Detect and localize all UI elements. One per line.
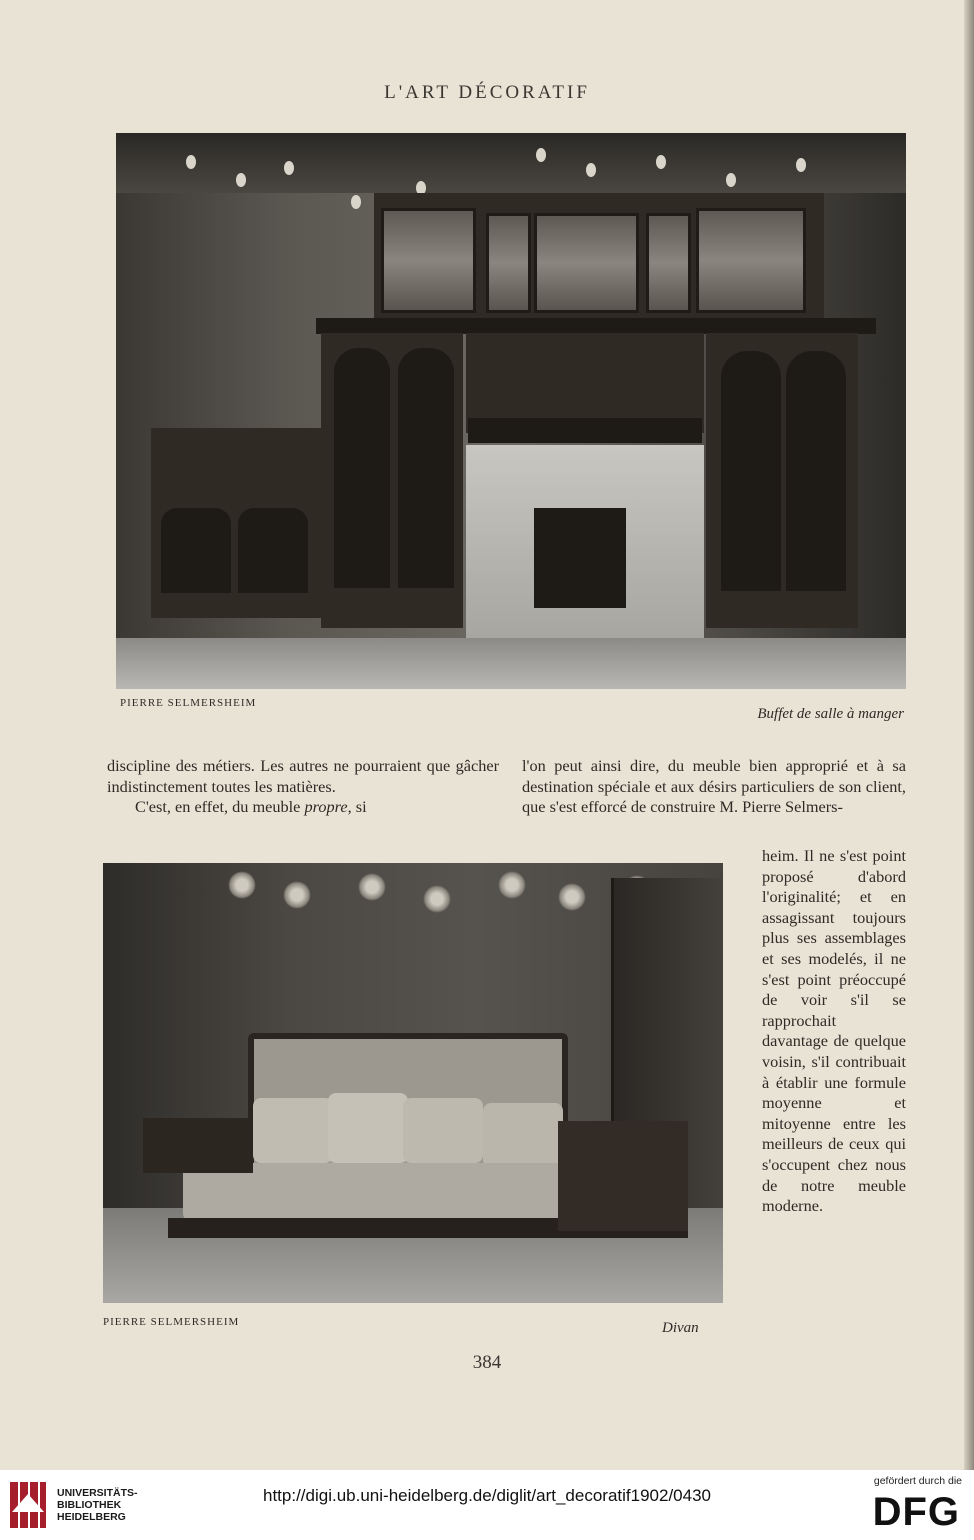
divan-photograph bbox=[103, 863, 723, 1303]
page-number: 384 bbox=[472, 1352, 502, 1373]
permalink-url[interactable]: http://digi.ub.uni-heidelberg.de/diglit/art_decoratif1902/0430 bbox=[263, 1486, 711, 1505]
figure-1-credit: PIERRE SELMERSHEIM bbox=[120, 697, 257, 709]
figure-1-caption: Buffet de salle à manger bbox=[757, 706, 904, 722]
paragraph: discipline des métiers. Les autres ne pourraient que gâcher indistinctement toutes les matières. bbox=[107, 756, 499, 796]
dfg-logo: DFG bbox=[872, 1490, 960, 1534]
text-column-narrow bbox=[762, 846, 906, 1217]
digital-library-footer bbox=[0, 1470, 974, 1540]
figure-2-credit: PIERRE SELMERSHEIM bbox=[103, 1316, 240, 1328]
paragraph: heim. Il ne s'est point proposé d'abord l'originalité; et en assagissant toujours plus ses assemblages et ses modelés, il ne s'est point préoccupé de voir s'il se rapprochait davantage de quelque voisin, s'il contribuait à établir une formule moyenne et mitoyenne entre les meilleurs de ceux qui s'occupent chez nous de notre meuble moderne. bbox=[762, 846, 906, 1216]
funded-by-label: gefördert durch die bbox=[873, 1475, 962, 1487]
text-column-right bbox=[522, 756, 906, 818]
library-name: UNIVERSITÄTS- BIBLIOTHEK HEIDELBERG bbox=[57, 1487, 138, 1523]
running-head: L'ART DÉCORATIF bbox=[384, 82, 590, 103]
figure-2-caption: Divan bbox=[662, 1320, 699, 1336]
text-column-left bbox=[107, 756, 499, 818]
paragraph: l'on peut ainsi dire, du meuble bien approprié et à sa destination spéciale et aux désirs particuliers de son client, que s'est efforcé de construire M. Pierre Selmers- bbox=[522, 756, 906, 817]
page-edge bbox=[964, 0, 974, 1470]
paragraph: C'est, en effet, du meuble propre, si bbox=[135, 797, 367, 817]
buffet-photograph bbox=[116, 133, 906, 689]
